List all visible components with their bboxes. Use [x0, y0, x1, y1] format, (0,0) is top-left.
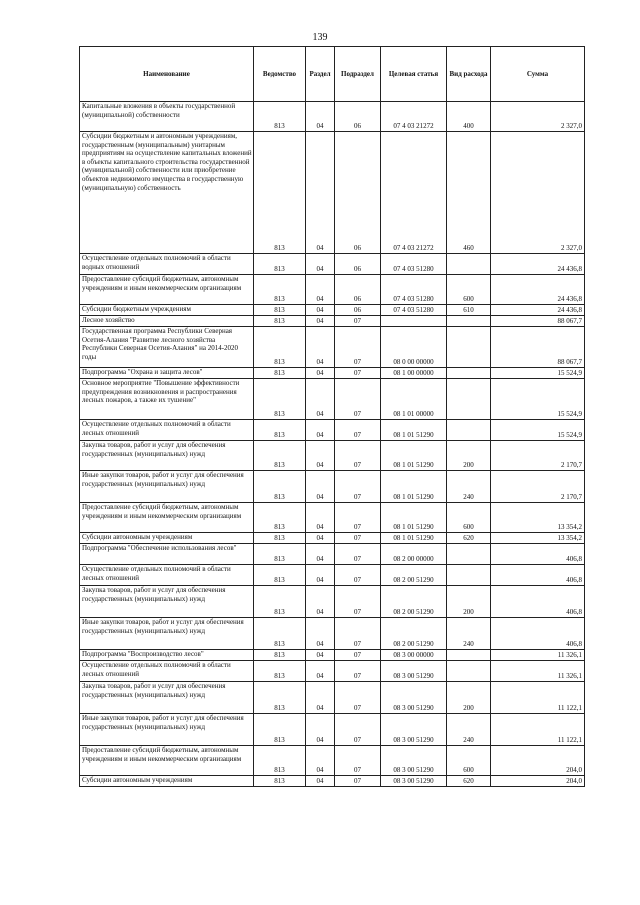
row-name: Осуществление отдельных полномочий в области водных отношений: [80, 254, 254, 275]
page-number: 139: [312, 32, 328, 43]
row-vedomstvo: 813: [254, 441, 306, 471]
table-row: [80, 650, 585, 661]
table-row: [80, 305, 585, 316]
row-razdel: 04: [306, 254, 335, 275]
row-podrazdel: 07: [335, 379, 381, 420]
row-podrazdel: 07: [335, 316, 381, 327]
row-celevaya-statya: 08 1 01 51290: [381, 503, 447, 533]
row-vid-rashoda: [447, 661, 491, 682]
table-row: [80, 565, 585, 586]
row-summa: 204,0: [491, 776, 585, 787]
row-vid-rashoda: [447, 379, 491, 420]
row-name: Иные закупки товаров, работ и услуг для обеспечения государственных (муниципальных) нужд: [80, 471, 254, 503]
row-vedomstvo: 813: [254, 533, 306, 544]
row-vedomstvo: 813: [254, 316, 306, 327]
row-celevaya-statya: 08 2 00 51290: [381, 586, 447, 618]
row-summa: 2 327,0: [491, 102, 585, 132]
row-vid-rashoda: 460: [447, 132, 491, 254]
table-row: [80, 420, 585, 441]
row-vedomstvo: 813: [254, 305, 306, 316]
row-summa: 2 170,7: [491, 471, 585, 503]
row-summa: 11 122,1: [491, 714, 585, 746]
row-vedomstvo: 813: [254, 661, 306, 682]
row-celevaya-statya: 08 3 00 51290: [381, 682, 447, 714]
row-celevaya-statya: 08 1 01 51290: [381, 420, 447, 441]
row-summa: 24 436,8: [491, 305, 585, 316]
table-row: [80, 503, 585, 533]
row-vid-rashoda: [447, 368, 491, 379]
row-vid-rashoda: 200: [447, 682, 491, 714]
row-summa: 15 524,9: [491, 420, 585, 441]
table-row: [80, 471, 585, 503]
row-podrazdel: 07: [335, 776, 381, 787]
table-body: [80, 102, 585, 787]
table-row: [80, 586, 585, 618]
table-row: [80, 132, 585, 254]
row-podrazdel: 07: [335, 420, 381, 441]
row-summa: 11 326,1: [491, 650, 585, 661]
table-row: [80, 102, 585, 132]
row-vid-rashoda: [447, 254, 491, 275]
row-summa: 406,8: [491, 586, 585, 618]
row-name: Закупка товаров, работ и услуг для обеспечения государственных (муниципальных) нужд: [80, 682, 254, 714]
table-header-row: [80, 47, 585, 102]
row-podrazdel: 07: [335, 327, 381, 368]
row-podrazdel: 06: [335, 275, 381, 305]
table-row: [80, 379, 585, 420]
row-vedomstvo: 813: [254, 650, 306, 661]
table-row: [80, 368, 585, 379]
row-razdel: 04: [306, 305, 335, 316]
row-podrazdel: 07: [335, 746, 381, 776]
row-vedomstvo: 813: [254, 368, 306, 379]
row-podrazdel: 07: [335, 544, 381, 565]
row-podrazdel: 07: [335, 682, 381, 714]
row-podrazdel: 07: [335, 471, 381, 503]
table-row: [80, 441, 585, 471]
header-podrazdel: Подраздел: [335, 47, 381, 102]
row-vedomstvo: 813: [254, 618, 306, 650]
table-row: [80, 618, 585, 650]
row-name: Предоставление субсидий бюджетным, автономным учреждениям и иным некоммерческим организациям: [80, 275, 254, 305]
row-celevaya-statya: 08 3 00 51290: [381, 661, 447, 682]
row-celevaya-statya: 07 4 03 51280: [381, 254, 447, 275]
row-podrazdel: 06: [335, 254, 381, 275]
row-razdel: 04: [306, 746, 335, 776]
row-vid-rashoda: [447, 420, 491, 441]
row-podrazdel: 07: [335, 441, 381, 471]
row-name: Осуществление отдельных полномочий в области лесных отношений: [80, 661, 254, 682]
row-vid-rashoda: 200: [447, 586, 491, 618]
row-razdel: 04: [306, 441, 335, 471]
row-vedomstvo: 813: [254, 420, 306, 441]
row-summa: 406,8: [491, 565, 585, 586]
row-name: Субсидии автономным учреждениям: [80, 776, 254, 787]
row-summa: 11 122,1: [491, 682, 585, 714]
row-vedomstvo: 813: [254, 565, 306, 586]
row-celevaya-statya: 08 3 00 51290: [381, 714, 447, 746]
row-celevaya-statya: 08 0 00 00000: [381, 327, 447, 368]
row-name: Осуществление отдельных полномочий в области лесных отношений: [80, 565, 254, 586]
row-podrazdel: 07: [335, 618, 381, 650]
row-podrazdel: 07: [335, 533, 381, 544]
row-razdel: 04: [306, 132, 335, 254]
row-celevaya-statya: 08 2 00 51290: [381, 618, 447, 650]
row-podrazdel: 07: [335, 661, 381, 682]
row-podrazdel: 07: [335, 586, 381, 618]
row-razdel: 04: [306, 682, 335, 714]
header-celevaya-statya: Целевая статья: [381, 47, 447, 102]
header-vedomstvo: Ведомство: [254, 47, 306, 102]
row-vid-rashoda: [447, 650, 491, 661]
row-celevaya-statya: 08 1 01 51290: [381, 441, 447, 471]
row-celevaya-statya: 08 3 00 00000: [381, 650, 447, 661]
row-summa: 204,0: [491, 746, 585, 776]
row-vedomstvo: 813: [254, 544, 306, 565]
row-vedomstvo: 813: [254, 132, 306, 254]
row-name: Осуществление отдельных полномочий в области лесных отношений: [80, 420, 254, 441]
row-razdel: 04: [306, 471, 335, 503]
row-razdel: 04: [306, 533, 335, 544]
row-razdel: 04: [306, 275, 335, 305]
row-vid-rashoda: 600: [447, 275, 491, 305]
row-vid-rashoda: [447, 327, 491, 368]
row-razdel: 04: [306, 503, 335, 533]
row-summa: 88 067,7: [491, 316, 585, 327]
table-row: [80, 275, 585, 305]
row-vedomstvo: 813: [254, 776, 306, 787]
table-row: [80, 316, 585, 327]
row-celevaya-statya: 07 4 03 51280: [381, 305, 447, 316]
row-summa: 2 170,7: [491, 441, 585, 471]
row-celevaya-statya: 07 4 03 21272: [381, 132, 447, 254]
row-vid-rashoda: 240: [447, 471, 491, 503]
row-celevaya-statya: 08 1 01 51290: [381, 533, 447, 544]
row-celevaya-statya: 07 4 03 21272: [381, 102, 447, 132]
row-celevaya-statya: 07 4 03 51280: [381, 275, 447, 305]
row-celevaya-statya: 08 1 01 00000: [381, 379, 447, 420]
row-vid-rashoda: [447, 565, 491, 586]
row-vedomstvo: 813: [254, 471, 306, 503]
row-summa: 24 436,8: [491, 254, 585, 275]
row-razdel: 04: [306, 586, 335, 618]
row-vedomstvo: 813: [254, 327, 306, 368]
row-vedomstvo: 813: [254, 254, 306, 275]
row-razdel: 04: [306, 618, 335, 650]
row-vid-rashoda: 620: [447, 533, 491, 544]
row-celevaya-statya: 08 2 00 00000: [381, 544, 447, 565]
row-vid-rashoda: 600: [447, 503, 491, 533]
row-name: Подпрограмма "Обеспечение использования лесов": [80, 544, 254, 565]
row-razdel: 04: [306, 102, 335, 132]
row-name: Субсидии автономным учреждениям: [80, 533, 254, 544]
row-razdel: 04: [306, 379, 335, 420]
row-summa: 406,8: [491, 544, 585, 565]
row-podrazdel: 06: [335, 102, 381, 132]
row-vid-rashoda: [447, 544, 491, 565]
row-razdel: 04: [306, 544, 335, 565]
row-razdel: 04: [306, 650, 335, 661]
row-name: Закупка товаров, работ и услуг для обеспечения государственных (муниципальных) нужд: [80, 586, 254, 618]
row-summa: 2 327,0: [491, 132, 585, 254]
table-row: [80, 533, 585, 544]
row-vid-rashoda: 200: [447, 441, 491, 471]
row-name: Закупка товаров, работ и услуг для обеспечения государственных (муниципальных) нужд: [80, 441, 254, 471]
row-celevaya-statya: 08 3 00 51290: [381, 746, 447, 776]
header-name: Наименование: [80, 47, 254, 102]
row-name: Основное мероприятие "Повышение эффективности предупреждения возникновения и распространения лесных пожаров, а также их тушение": [80, 379, 254, 420]
row-razdel: 04: [306, 661, 335, 682]
row-name: Иные закупки товаров, работ и услуг для обеспечения государственных (муниципальных) нужд: [80, 618, 254, 650]
row-razdel: 04: [306, 776, 335, 787]
row-summa: 11 326,1: [491, 661, 585, 682]
row-name: Предоставление субсидий бюджетным, автономным учреждениям и иным некоммерческим организациям: [80, 746, 254, 776]
row-name: Субсидии бюджетным учреждениям: [80, 305, 254, 316]
row-summa: 13 354,2: [491, 533, 585, 544]
row-razdel: 04: [306, 316, 335, 327]
row-podrazdel: 06: [335, 132, 381, 254]
header-vid-rashoda: Вид расхода: [447, 47, 491, 102]
row-celevaya-statya: 08 2 00 51290: [381, 565, 447, 586]
row-vid-rashoda: [447, 316, 491, 327]
row-podrazdel: 07: [335, 714, 381, 746]
table-row: [80, 714, 585, 746]
row-name: Предоставление субсидий бюджетным, автономным учреждениям и иным некоммерческим организациям: [80, 503, 254, 533]
row-vid-rashoda: 600: [447, 746, 491, 776]
row-celevaya-statya: 08 3 00 51290: [381, 776, 447, 787]
budget-table: [79, 46, 585, 787]
row-razdel: 04: [306, 420, 335, 441]
row-vedomstvo: 813: [254, 746, 306, 776]
row-vid-rashoda: 240: [447, 618, 491, 650]
row-summa: 88 067,7: [491, 327, 585, 368]
row-summa: 406,8: [491, 618, 585, 650]
row-podrazdel: 07: [335, 565, 381, 586]
row-celevaya-statya: 08 1 01 51290: [381, 471, 447, 503]
row-razdel: 04: [306, 368, 335, 379]
row-razdel: 04: [306, 327, 335, 368]
row-name: Иные закупки товаров, работ и услуг для обеспечения государственных (муниципальных) нужд: [80, 714, 254, 746]
row-name: Государственная программа Республики Северная Осетия-Алания "Развитие лесного хозяйства Республики Северная Осетия-Алания" на 2014-2020 годы: [80, 327, 254, 368]
table-row: [80, 661, 585, 682]
row-vedomstvo: 813: [254, 102, 306, 132]
table-row: [80, 746, 585, 776]
header-razdel: Раздел: [306, 47, 335, 102]
table-row: [80, 327, 585, 368]
row-vid-rashoda: 400: [447, 102, 491, 132]
row-celevaya-statya: [381, 316, 447, 327]
row-razdel: 04: [306, 714, 335, 746]
row-name: Подпрограмма "Охрана и защита лесов": [80, 368, 254, 379]
row-summa: 24 436,8: [491, 275, 585, 305]
row-name: Субсидии бюджетным и автономным учреждениям, государственным (муниципальным) унитарным предприятиям на осуществление капитальных вложений в объекты капитального строительства государственной (муниципальной) собственности или приобретение объектов недвижимого имущества в государственную (муниципальную) собственность: [80, 132, 254, 254]
row-summa: 15 524,9: [491, 379, 585, 420]
table-row: [80, 544, 585, 565]
header-summa: Сумма: [491, 47, 585, 102]
table-row: [80, 682, 585, 714]
row-vedomstvo: 813: [254, 682, 306, 714]
row-vedomstvo: 813: [254, 586, 306, 618]
row-podrazdel: 07: [335, 503, 381, 533]
row-summa: 15 524,9: [491, 368, 585, 379]
row-vid-rashoda: 240: [447, 714, 491, 746]
row-podrazdel: 07: [335, 650, 381, 661]
row-vid-rashoda: 610: [447, 305, 491, 316]
table-row: [80, 254, 585, 275]
row-name: Капитальные вложения в объекты государственной (муниципальной) собственности: [80, 102, 254, 132]
row-podrazdel: 07: [335, 368, 381, 379]
row-vedomstvo: 813: [254, 275, 306, 305]
row-celevaya-statya: 08 1 00 00000: [381, 368, 447, 379]
row-vedomstvo: 813: [254, 714, 306, 746]
row-razdel: 04: [306, 565, 335, 586]
row-name: Подпрограмма "Воспроизводство лесов": [80, 650, 254, 661]
row-vedomstvo: 813: [254, 379, 306, 420]
table-row: [80, 776, 585, 787]
row-podrazdel: 06: [335, 305, 381, 316]
row-summa: 13 354,2: [491, 503, 585, 533]
row-vedomstvo: 813: [254, 503, 306, 533]
row-name: Лесное хозяйство: [80, 316, 254, 327]
row-vid-rashoda: 620: [447, 776, 491, 787]
